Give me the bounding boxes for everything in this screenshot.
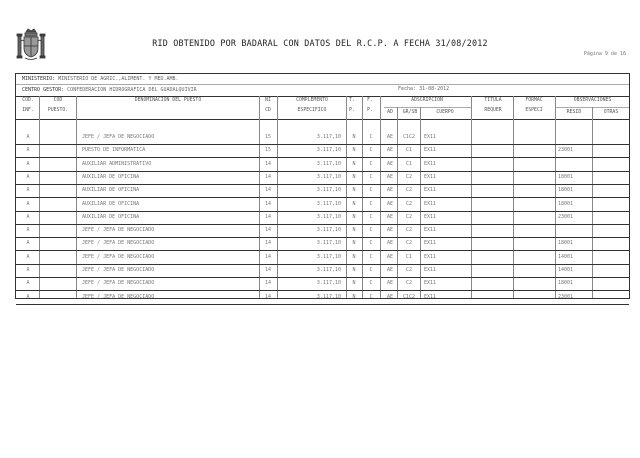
header-resid: RESID xyxy=(566,110,582,115)
cell-complemento: 3.117,10 xyxy=(316,200,341,207)
cell-ad: AE xyxy=(386,213,394,220)
cell-gr: C2 xyxy=(405,267,413,273)
ministry-line xyxy=(22,76,179,82)
cell-fp: C xyxy=(369,253,373,260)
management-center-label: CENTRO GESTOR: xyxy=(22,87,65,93)
cell-tp: N xyxy=(352,253,356,260)
cell-fp: C xyxy=(369,187,373,194)
header-formacion: FORMAC ESPECI xyxy=(525,98,543,113)
ministry-label: MINISTERIO: xyxy=(22,76,56,82)
cell-nivel: 14 xyxy=(264,267,272,273)
row-separator xyxy=(16,224,629,225)
cell-ad: AE xyxy=(386,227,394,234)
cell-ad: AE xyxy=(386,134,394,140)
cell-fp: C xyxy=(369,227,373,234)
cell-complemento: 3.117,10 xyxy=(316,267,341,273)
cell-tp: N xyxy=(352,227,356,234)
cell-cuerpo: EX11 xyxy=(424,187,437,194)
cell-nivel: 14 xyxy=(264,280,272,287)
cell-ad: AE xyxy=(386,187,394,194)
cell-tp: N xyxy=(352,200,356,207)
cell-gr: C2 xyxy=(405,200,413,207)
cell-denominacion: JEFE / JEFA DE NEGOCIADO xyxy=(82,293,155,300)
cell-cuerpo: EX11 xyxy=(424,293,437,300)
cell-denominacion: JEFE / JEFA DE NEGOCIADO xyxy=(82,134,155,140)
cell-gr: C2 xyxy=(405,227,413,234)
cell-gr: C1 xyxy=(405,253,413,260)
cell-tp: N xyxy=(352,147,356,154)
cell-complemento: 3.117,10 xyxy=(316,240,341,247)
header-fp: F. P. xyxy=(367,98,373,113)
cell-denominacion: AUXILIAR DE OFICINA xyxy=(82,173,140,180)
cell-ad: AE xyxy=(386,240,394,247)
cell-resid: 14001 xyxy=(558,253,574,260)
cell-complemento: 3.117,10 xyxy=(316,134,341,140)
cell-resid: 14001 xyxy=(558,267,574,273)
cell-cuerpo: EX11 xyxy=(424,267,437,273)
cell-ad: AE xyxy=(386,147,394,154)
cell-tp: N xyxy=(352,160,356,167)
header-titulacion: TITULA REQUER xyxy=(484,98,502,113)
cell-cod-inf: A xyxy=(26,240,30,247)
cell-complemento: 3.117,10 xyxy=(316,227,341,234)
cell-fp: C xyxy=(369,280,373,287)
cell-nivel: 15 xyxy=(264,147,272,154)
cell-complemento: 3.117,10 xyxy=(316,147,341,154)
management-center-line xyxy=(22,87,197,93)
cell-fp: C xyxy=(369,200,373,207)
header-cod-puesto: COD PUESTO. xyxy=(47,98,69,113)
header-otras: OTRAS xyxy=(603,110,619,115)
cell-tp: N xyxy=(352,187,356,194)
cell-fp: C xyxy=(369,267,373,273)
cell-fp: C xyxy=(369,213,373,220)
cell-cod-inf: A xyxy=(26,293,30,300)
cell-resid: 18001 xyxy=(558,200,574,207)
cell-fp: C xyxy=(369,240,373,247)
cell-denominacion: AUXILIAR DE OFICINA xyxy=(82,187,140,194)
cell-cod-inf: A xyxy=(26,173,30,180)
row-separator xyxy=(16,171,629,172)
cell-denominacion: JEFE / JEFA DE NEGOCIADO xyxy=(82,280,155,287)
cell-denominacion: JEFE / JEFA DE NEGOCIADO xyxy=(82,240,155,247)
cell-denominacion: JEFE / JEFA DE NEGOCIADO xyxy=(82,227,155,234)
cell-gr: C1 xyxy=(405,160,413,167)
cell-cod-inf: A xyxy=(26,213,30,220)
row-separator xyxy=(16,290,629,291)
cell-complemento: 3.117,10 xyxy=(316,280,341,287)
cell-fp: C xyxy=(369,147,373,154)
cell-gr: C1C2 xyxy=(402,134,416,140)
header-gr: GR/SB xyxy=(402,110,418,115)
header-observaciones: OBSERVACIONES xyxy=(573,98,612,103)
header-adscripcion: ADSCRIPCION xyxy=(411,98,443,103)
cell-complemento: 3.117,10 xyxy=(316,253,341,260)
report-date: Fecha: 31-08-2012 xyxy=(398,86,450,92)
header-ad: AD xyxy=(387,110,393,115)
cell-cod-inf: A xyxy=(26,227,30,234)
row-separator xyxy=(16,237,629,238)
row-separator xyxy=(16,304,629,305)
cell-complemento: 3.117,10 xyxy=(316,160,341,167)
document-title: RID OBTENIDO POR BADARAL CON DATOS DEL R.C.P. A FECHA 31/08/2012 xyxy=(152,38,488,48)
cell-resid: 18001 xyxy=(558,187,574,194)
cell-resid: 23001 xyxy=(558,213,574,220)
cell-gr: C2 xyxy=(405,187,413,194)
row-separator xyxy=(16,250,629,251)
cell-resid: 23001 xyxy=(558,293,574,300)
cell-gr: C1 xyxy=(405,147,413,154)
cell-nivel: 14 xyxy=(264,293,272,300)
header-denominacion: DENOMINACION DEL PUESTO xyxy=(134,98,202,103)
positions-table xyxy=(15,73,630,299)
cell-nivel: 14 xyxy=(264,240,272,247)
row-separator xyxy=(16,211,629,212)
cell-cuerpo: EX11 xyxy=(424,240,437,247)
row-separator xyxy=(16,144,629,145)
cell-cuerpo: EX11 xyxy=(424,173,437,180)
cell-denominacion: PUESTO DE INFORMATICA xyxy=(82,147,146,154)
header-cod-inf: COD. INF. xyxy=(22,98,34,113)
cell-nivel: 14 xyxy=(264,200,272,207)
row-separator xyxy=(16,184,629,185)
cell-complemento: 3.117,10 xyxy=(316,293,341,300)
cell-cuerpo: EX11 xyxy=(424,253,437,260)
cell-nivel: 15 xyxy=(264,134,272,140)
cell-tp: N xyxy=(352,267,356,273)
cell-fp: C xyxy=(369,160,373,167)
cell-nivel: 14 xyxy=(264,213,272,220)
cell-tp: N xyxy=(352,240,356,247)
cell-tp: N xyxy=(352,280,356,287)
cell-cuerpo: EX11 xyxy=(424,160,437,167)
header-nivel: NI CD xyxy=(265,98,271,113)
ministry-value: MINISTERIO DE AGRIC.,ALIMENT. Y MED.AMB. xyxy=(58,76,179,82)
cell-fp: C xyxy=(369,293,373,300)
row-separator xyxy=(16,197,629,198)
cell-cuerpo: EX11 xyxy=(424,147,437,154)
cell-cod-inf: A xyxy=(26,200,30,207)
cell-gr: C2 xyxy=(405,213,413,220)
cell-cuerpo: EX11 xyxy=(424,280,437,287)
cell-cod-inf: A xyxy=(26,187,30,194)
cell-cod-inf: A xyxy=(26,134,30,140)
cell-cod-inf: A xyxy=(26,160,30,167)
page-number: Página 9 de 16 xyxy=(583,51,626,57)
cell-nivel: 14 xyxy=(264,253,272,260)
cell-fp: C xyxy=(369,134,373,140)
cell-denominacion: JEFE / JEFA DE NEGOCIADO xyxy=(82,253,155,260)
cell-ad: AE xyxy=(386,160,394,167)
row-separator xyxy=(16,264,629,265)
cell-complemento: 3.117,10 xyxy=(316,213,341,220)
cell-complemento: 3.117,10 xyxy=(316,173,341,180)
cell-denominacion: AUXILIAR DE OFICINA xyxy=(82,200,140,207)
row-separator xyxy=(16,157,629,158)
cell-cuerpo: EX11 xyxy=(424,227,437,234)
cell-ad: AE xyxy=(386,267,394,273)
cell-cod-inf: A xyxy=(26,253,30,260)
cell-complemento: 3.117,10 xyxy=(316,187,341,194)
cell-ad: AE xyxy=(386,293,394,300)
cell-resid: 18001 xyxy=(558,173,574,180)
cell-resid: 18001 xyxy=(558,240,574,247)
cell-denominacion: JEFE / JEFA DE NEGOCIADO xyxy=(82,267,155,273)
cell-cod-inf: A xyxy=(26,267,30,273)
cell-tp: N xyxy=(352,134,356,140)
cell-nivel: 14 xyxy=(264,227,272,234)
header-tp: T. P. xyxy=(349,98,355,113)
cell-tp: N xyxy=(352,293,356,300)
cell-gr: C2 xyxy=(405,280,413,287)
cell-tp: N xyxy=(352,213,356,220)
cell-fp: C xyxy=(369,173,373,180)
cell-gr: C1C2 xyxy=(402,293,416,300)
cell-denominacion: AUXILIAR ADMINISTRATIVO xyxy=(82,160,152,167)
header-complemento: COMPLEMENTO ESPECIFICO xyxy=(296,98,328,113)
cell-cuerpo: EX11 xyxy=(424,134,437,140)
cell-cod-inf: A xyxy=(26,280,30,287)
cell-denominacion: AUXILIAR DE OFICINA xyxy=(82,213,140,220)
cell-ad: AE xyxy=(386,200,394,207)
cell-gr: C2 xyxy=(405,173,413,180)
cell-nivel: 14 xyxy=(264,173,272,180)
cell-nivel: 14 xyxy=(264,187,272,194)
cell-ad: AE xyxy=(386,253,394,260)
cell-tp: N xyxy=(352,173,356,180)
cell-cod-inf: A xyxy=(26,147,30,154)
header-cuerpo: CUERPO xyxy=(436,110,454,115)
cell-resid: 23001 xyxy=(558,147,574,154)
cell-cuerpo: EX11 xyxy=(424,213,437,220)
row-separator xyxy=(16,277,629,278)
management-center-value: CONFEDERACION HIDROGRAFICA DEL GUADALQUIVIR xyxy=(67,87,197,93)
cell-ad: AE xyxy=(386,173,394,180)
cell-gr: C2 xyxy=(405,240,413,247)
cell-nivel: 14 xyxy=(264,160,272,167)
cell-resid: 18001 xyxy=(558,280,574,287)
cell-cuerpo: EX11 xyxy=(424,200,437,207)
cell-ad: AE xyxy=(386,280,394,287)
